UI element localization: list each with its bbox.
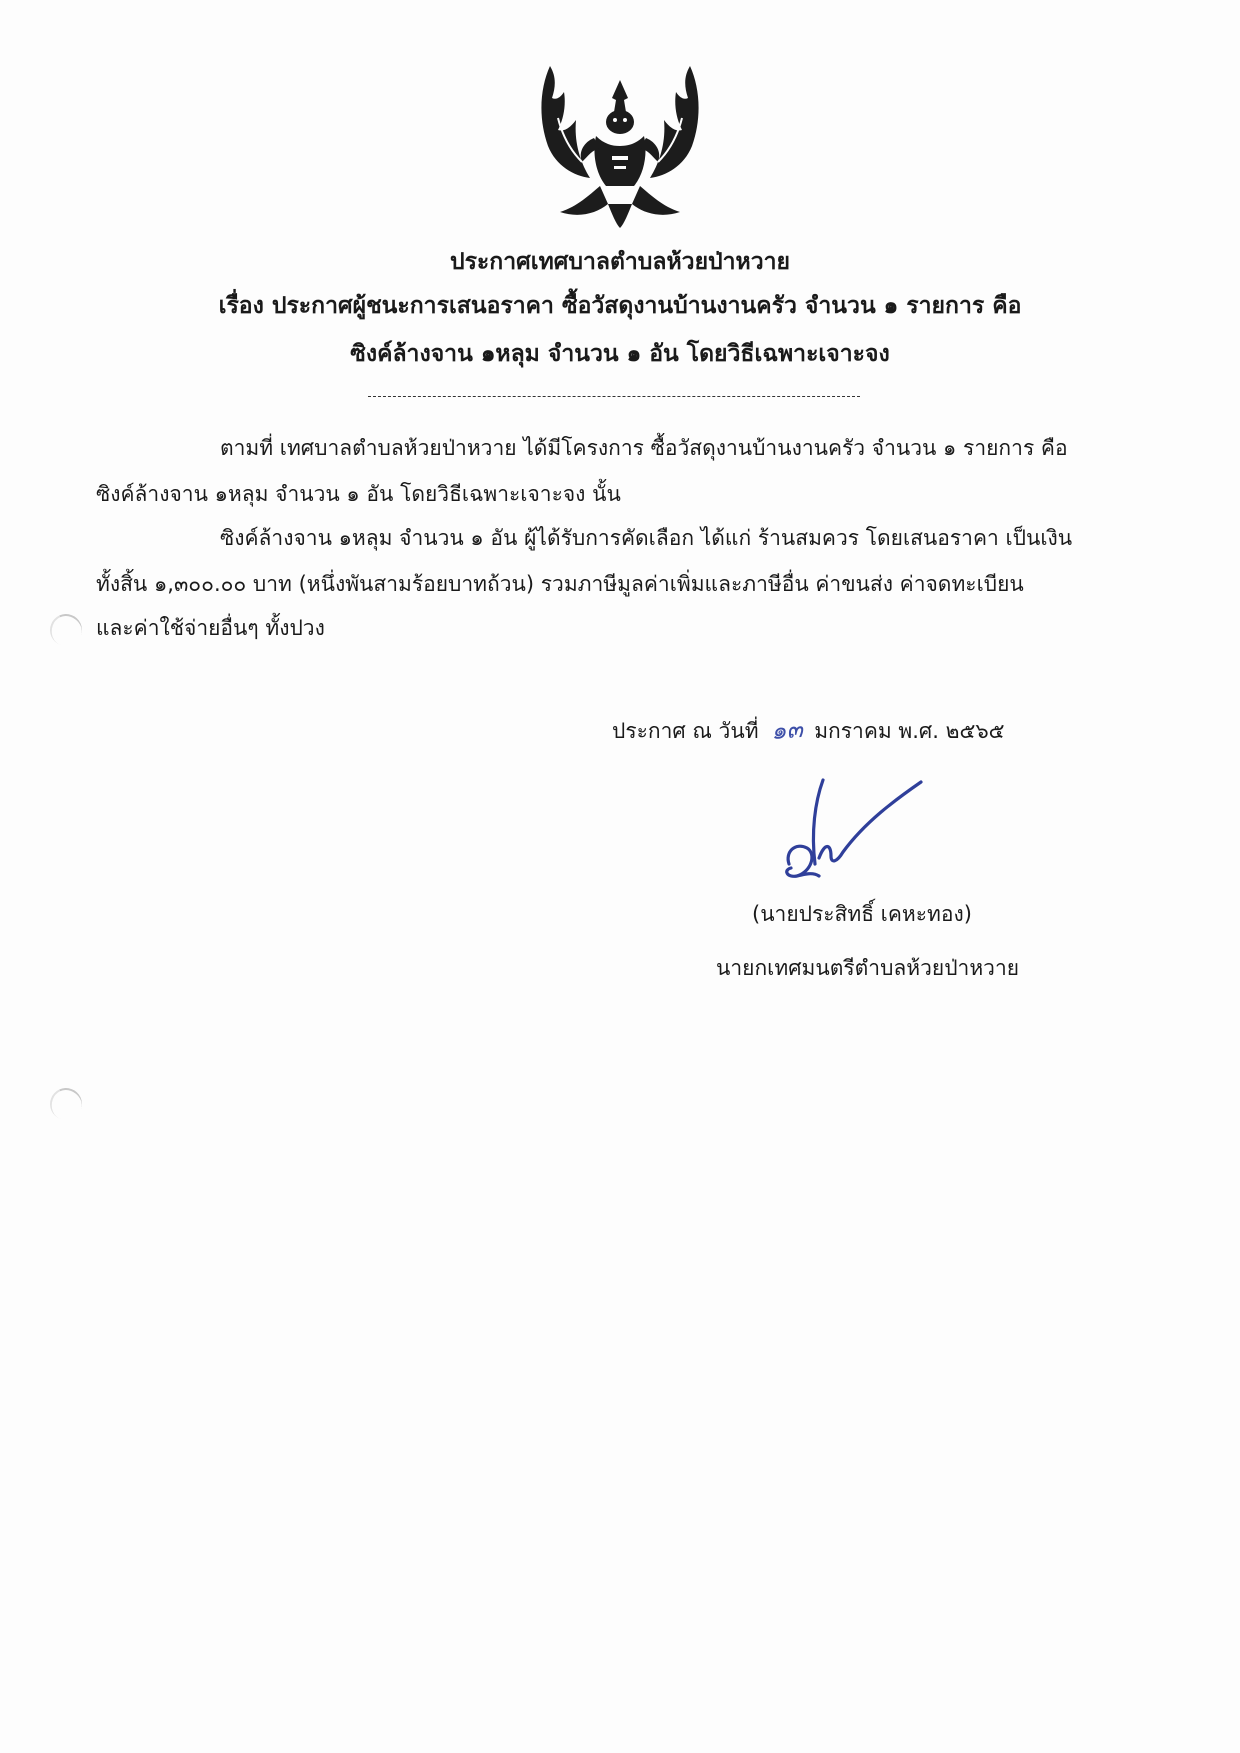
document-title: ประกาศเทศบาลตำบลห้วยป่าหวาย (449, 249, 791, 275)
date-prefix: ประกาศ ณ วันที่ (612, 719, 759, 743)
divider (368, 396, 860, 397)
date-day-handwritten: ๑๓ (769, 714, 804, 746)
paragraph-1-line-2: ซิงค์ล้างจาน ๑หลุม จำนวน ๑ อัน โดยวิธีเฉพาะเจาะจง นั้น (96, 482, 621, 506)
paragraph-2-line-1: ซิงค์ล้างจาน ๑หลุม จำนวน ๑ อัน ผู้ได้รับการคัดเลือก ได้แก่ ร้านสมควร โดยเสนอราคา เป็นเงิน (220, 526, 1073, 550)
announcement-date (612, 710, 1005, 749)
garuda-emblem-icon (530, 58, 710, 230)
signer-name: (นายประสิทธิ์ เคหะทอง) (752, 902, 972, 926)
signer-position: นายกเทศมนตรีตำบลห้วยป่าหวาย (716, 956, 1020, 980)
punch-hole-mark (45, 1083, 86, 1124)
handwritten-signature-icon (775, 772, 935, 892)
paragraph-2-line-3: และค่าใช้จ่ายอื่นๆ ทั้งปวง (96, 616, 325, 640)
subject-line-2: ซิงค์ล้างจาน ๑หลุม จำนวน ๑ อัน โดยวิธีเฉพาะเจาะจง (350, 341, 890, 367)
date-suffix: มกราคม พ.ศ. ๒๕๖๕ (814, 719, 1005, 743)
punch-hole-mark (45, 609, 86, 650)
paragraph-2-line-2: ทั้งสิ้น ๑,๓๐๐.๐๐ บาท (หนึ่งพันสามร้อยบาทถ้วน) รวมภาษีมูลค่าเพิ่มและภาษีอื่น ค่าขนส่ง ค่าจดทะเบียน (96, 572, 1024, 596)
subject-line-1: เรื่อง ประกาศผู้ชนะการเสนอราคา ซื้อวัสดุงานบ้านงานครัว จำนวน ๑ รายการ คือ (218, 293, 1022, 319)
paragraph-1-line-1: ตามที่ เทศบาลตำบลห้วยป่าหวาย ได้มีโครงการ ซื้อวัสดุงานบ้านงานครัว จำนวน ๑ รายการ คือ (220, 436, 1068, 460)
